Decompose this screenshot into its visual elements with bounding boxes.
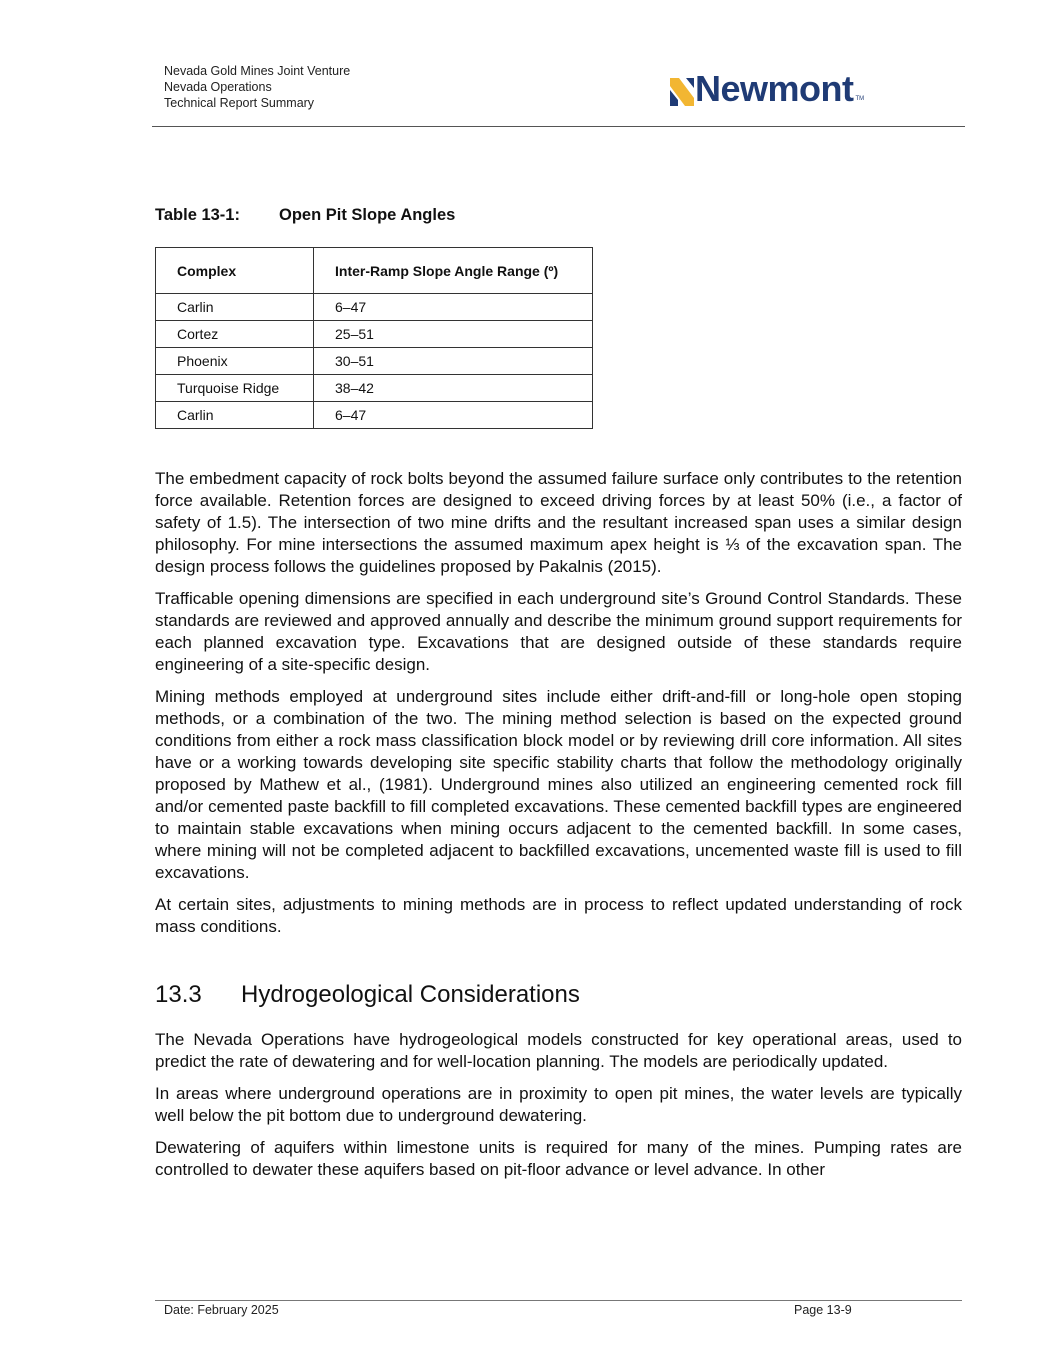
header-complex: Complex — [156, 248, 314, 294]
paragraph-water-levels: In areas where underground operations are in proximity to open pit mines, the water levels are typically well below the pit bottom due to underground dewatering. — [155, 1084, 962, 1125]
table-cell-complex: Carlin — [156, 294, 314, 321]
table-cell-complex: Cortez — [156, 321, 314, 348]
header-divider — [152, 126, 965, 127]
paragraph-hydro-models: The Nevada Operations have hydrogeological models constructed for key operational areas, used to predict the rate of dewatering and for well-location planning. The models are periodically updated. — [155, 1030, 962, 1071]
table-cell-complex: Carlin — [156, 402, 314, 429]
paragraph-adjustments: At certain sites, adjustments to mining methods are in process to reflect updated understanding of rock mass conditions. — [155, 895, 962, 936]
header-operations: Nevada Operations — [164, 80, 272, 94]
section-number: 13.3 — [155, 981, 202, 1008]
header-company: Nevada Gold Mines Joint Venture — [164, 64, 351, 78]
body-text-upper — [155, 468, 962, 948]
table-row — [156, 348, 593, 375]
table-row — [156, 402, 593, 429]
table-caption-title: Open Pit Slope Angles — [279, 206, 456, 224]
newmont-logo — [670, 66, 865, 109]
logo-mark-icon — [670, 78, 694, 106]
table-cell-complex: Turquoise Ridge — [156, 375, 314, 402]
body-text-lower — [155, 1029, 962, 1191]
table-row — [156, 294, 593, 321]
header-slope-angle: Inter-Ramp Slope Angle Range (º) — [314, 248, 593, 294]
paragraph-mining-methods: Mining methods employed at underground sites include either drift-and-fill or long-hole open stoping methods, or a combination of the two. The mining method selection is based on the expected ground conditions from either a rock mass classification block model or by reviewing drill core information. All sites have or a working towards developing site specific stability charts that follow the methodology originally proposed by Mathew et al., (1981). Underground mines also utilized an engineering cemented rock fill and/or cemented paste backfill to fill completed excavations. These cemented backfill types are engineered to maintain stable excavations when mining occurs adjacent to the cemented backfill. In some cases, where mining will not be completed adjacent to backfilled excavations, uncemented waste fill is used to fill excavations. — [155, 687, 962, 882]
table-row — [156, 375, 593, 402]
table-caption-number: Table 13-1: — [155, 206, 240, 224]
table-cell-complex: Phoenix — [156, 348, 314, 375]
table-cell-angle: 6–47 — [314, 402, 593, 429]
slope-angles-table — [155, 247, 593, 429]
footer-date: Date: February 2025 — [164, 1303, 279, 1317]
table-caption — [155, 206, 455, 225]
section-title: Hydrogeological Considerations — [241, 981, 580, 1008]
table-row — [156, 321, 593, 348]
table-cell-angle: 25–51 — [314, 321, 593, 348]
footer-page-number: Page 13-9 — [794, 1303, 852, 1317]
table-cell-angle: 30–51 — [314, 348, 593, 375]
footer-divider — [155, 1300, 962, 1301]
paragraph-trafficable-openings: Trafficable opening dimensions are specified in each underground site’s Ground Control Standards. These standards are reviewed and approved annually and describe the minimum ground support requirements for each planned excavation type. Excavations that are designed outside of these standards require engineering of a site-specific design. — [155, 589, 962, 674]
logo-trademark: TM — [855, 96, 865, 102]
logo-wordmark: Newmont — [695, 68, 854, 109]
section-heading — [155, 981, 580, 1009]
paragraph-rock-bolts: The embedment capacity of rock bolts beyond the assumed failure surface only contributes to the retention force available. Retention forces are designed to exceed driving forces by at least 50% (i.e., a factor of safety of 1.5). The intersection of two mine drifts and the resultant increased span uses a similar design philosophy. For mine intersections the assumed maximum apex height is ⅓ of the excavation span. The design process follows the guidelines proposed by Pakalnis (2015). — [155, 469, 962, 576]
table-header-row — [156, 248, 593, 294]
table-cell-angle: 38–42 — [314, 375, 593, 402]
document-header — [164, 63, 350, 111]
table-cell-angle: 6–47 — [314, 294, 593, 321]
paragraph-dewatering: Dewatering of aquifers within limestone units is required for many of the mines. Pumping rates are controlled to dewater these aquifers based on pit-floor advance or level advance. In other — [155, 1138, 962, 1179]
header-report-type: Technical Report Summary — [164, 96, 315, 110]
